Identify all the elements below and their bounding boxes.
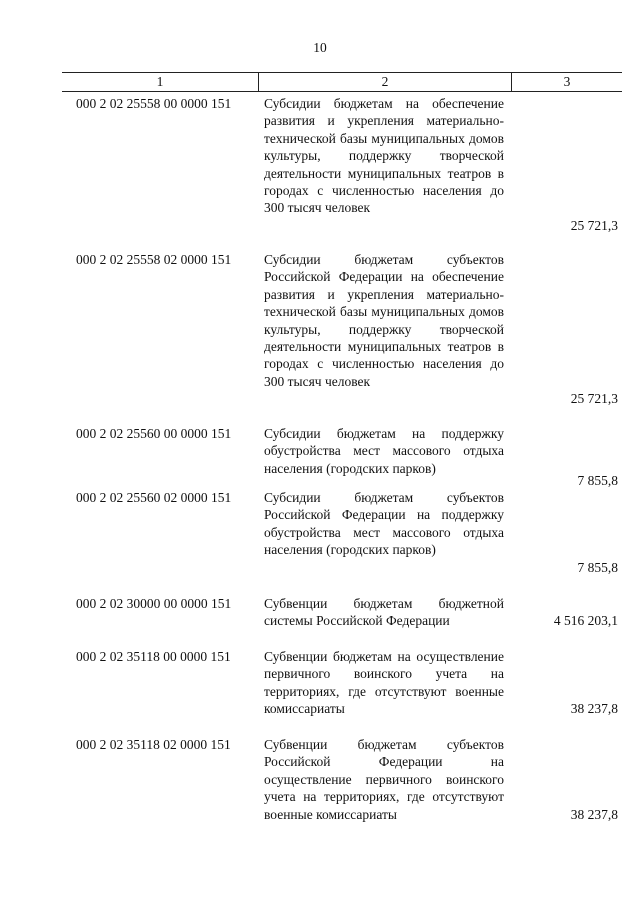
header-col-3: 3	[563, 74, 571, 89]
table-header	[62, 72, 622, 92]
row-description: Субвенции бюджетам на осуществление первичного воинского учета на территориях, где отсутствуют военные комиссариаты	[264, 649, 504, 717]
header-col-1: 1	[62, 73, 259, 91]
row-description: Субвенции бюджетам субъектов Российской Федерации на осуществление первичного воинского учета на территориях, где отсутствуют военные комиссариаты	[264, 737, 504, 822]
row-code: 000 2 02 35118 02 0000 151	[76, 737, 231, 752]
row-description: Субвенции бюджетам бюджетной системы Российской Федерации	[264, 596, 504, 629]
row-description: Субсидии бюджетам субъектов Российской Федерации на поддержку обустройства мест массового отдыха населения (городских парков)	[264, 490, 504, 558]
row-code: 000 2 02 35118 00 0000 151	[76, 649, 231, 664]
row-amount: 25 721,3	[570, 217, 618, 233]
header-col-2: 2	[259, 73, 512, 91]
row-code: 000 2 02 25560 02 0000 151	[76, 490, 232, 505]
row-amount: 4 516 203,1	[553, 613, 618, 629]
page-number: 10	[313, 40, 327, 55]
row-amount: 38 237,8	[570, 806, 618, 822]
row-description: Субсидии бюджетам субъектов Российской Федерации на обеспечение развития и укрепления материально-технической базы муниципальных домов культуры, поддержку творческой деятельности муниципальных театров в городах с численностью населения до 300 тысяч человек	[264, 252, 504, 389]
row-amount: 38 237,8	[570, 701, 618, 717]
row-code: 000 2 02 30000 00 0000 151	[76, 596, 232, 611]
row-code: 000 2 02 25558 02 0000 151	[76, 252, 232, 267]
row-amount: 7 855,8	[577, 559, 618, 575]
row-description: Субсидии бюджетам на обеспечение развития и укрепления материально-технической базы муниципальных домов культуры, поддержку творческой деятельности муниципальных театров в городах с численностью населения до 300 тысяч человек	[264, 96, 504, 216]
row-amount: 7 855,8	[577, 473, 618, 488]
row-description: Субсидии бюджетам на поддержку обустройства мест массового отдыха населения (городских парков)	[264, 426, 504, 476]
row-code: 000 2 02 25560 00 0000 151	[76, 426, 232, 441]
row-amount: 25 721,3	[570, 391, 618, 407]
row-code: 000 2 02 25558 00 0000 151	[76, 96, 232, 111]
